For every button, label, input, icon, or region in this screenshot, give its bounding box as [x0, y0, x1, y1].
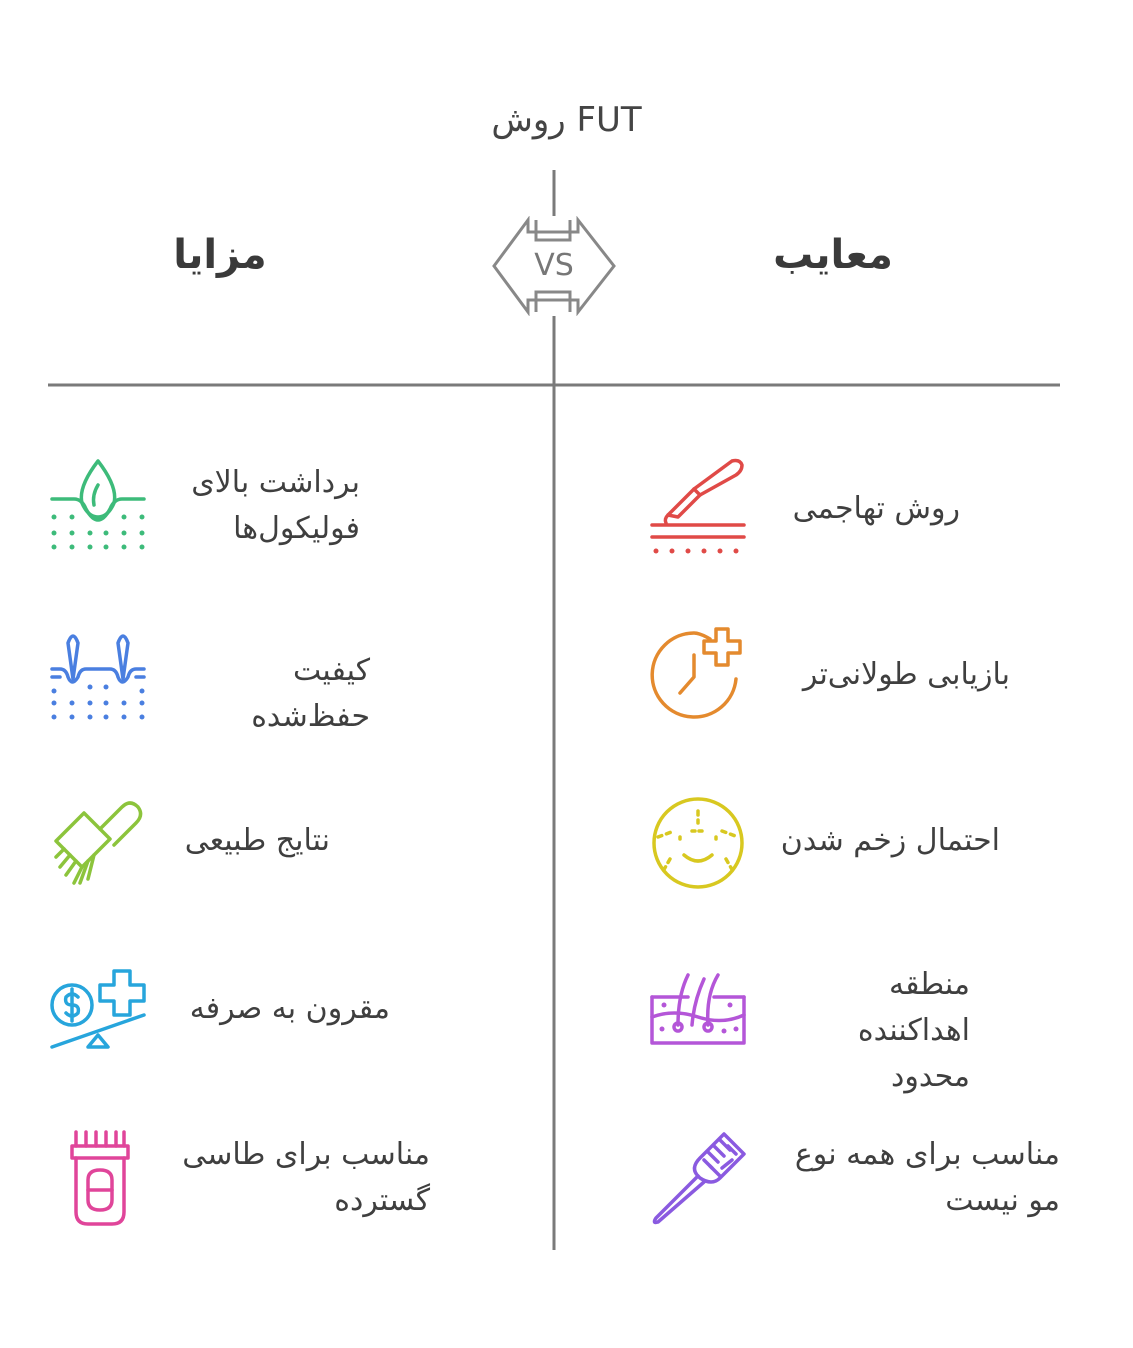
advantages-heading: مزایا — [173, 232, 267, 278]
disadvantage-text-1: روش تهاجمی — [792, 491, 960, 526]
disadvantage-text-3: احتمال زخم شدن — [780, 823, 1000, 858]
skin-hair-icon — [48, 625, 148, 725]
vs-label: VS — [534, 248, 574, 283]
advantage-text-2: کیفیت حفظ‌شده — [251, 653, 370, 734]
clipper-icon — [48, 1128, 148, 1228]
advantage-text-4: مقرون به صرفه — [189, 991, 390, 1026]
advantage-text-3: نتایج طبیعی — [184, 823, 330, 858]
advantage-text-5: مناسب برای طاسی گسترده — [182, 1137, 430, 1218]
hairbrush-icon — [648, 1128, 748, 1228]
disadvantage-text-5: مناسب برای همه نوع مو نیست — [794, 1137, 1060, 1218]
hair-follicle-icon — [48, 455, 148, 555]
cost-balance-icon — [48, 965, 148, 1065]
disadvantage-text-2: بازیابی طولانی‌تر — [802, 657, 1010, 692]
donor-skin-icon — [648, 965, 748, 1065]
advantage-text-1: برداشت بالای فولیکول‌ها — [191, 465, 360, 546]
vs-badge — [490, 216, 618, 316]
disadvantage-text-4: منطقه اهداکننده محدود — [857, 967, 970, 1094]
scar-face-icon — [648, 793, 748, 893]
disadvantages-heading: معایب — [773, 232, 893, 278]
scalpel-icon — [648, 455, 748, 555]
clock-plus-icon — [648, 625, 748, 725]
diagram-title: روش FUT — [491, 100, 642, 140]
brush-icon — [48, 793, 148, 893]
